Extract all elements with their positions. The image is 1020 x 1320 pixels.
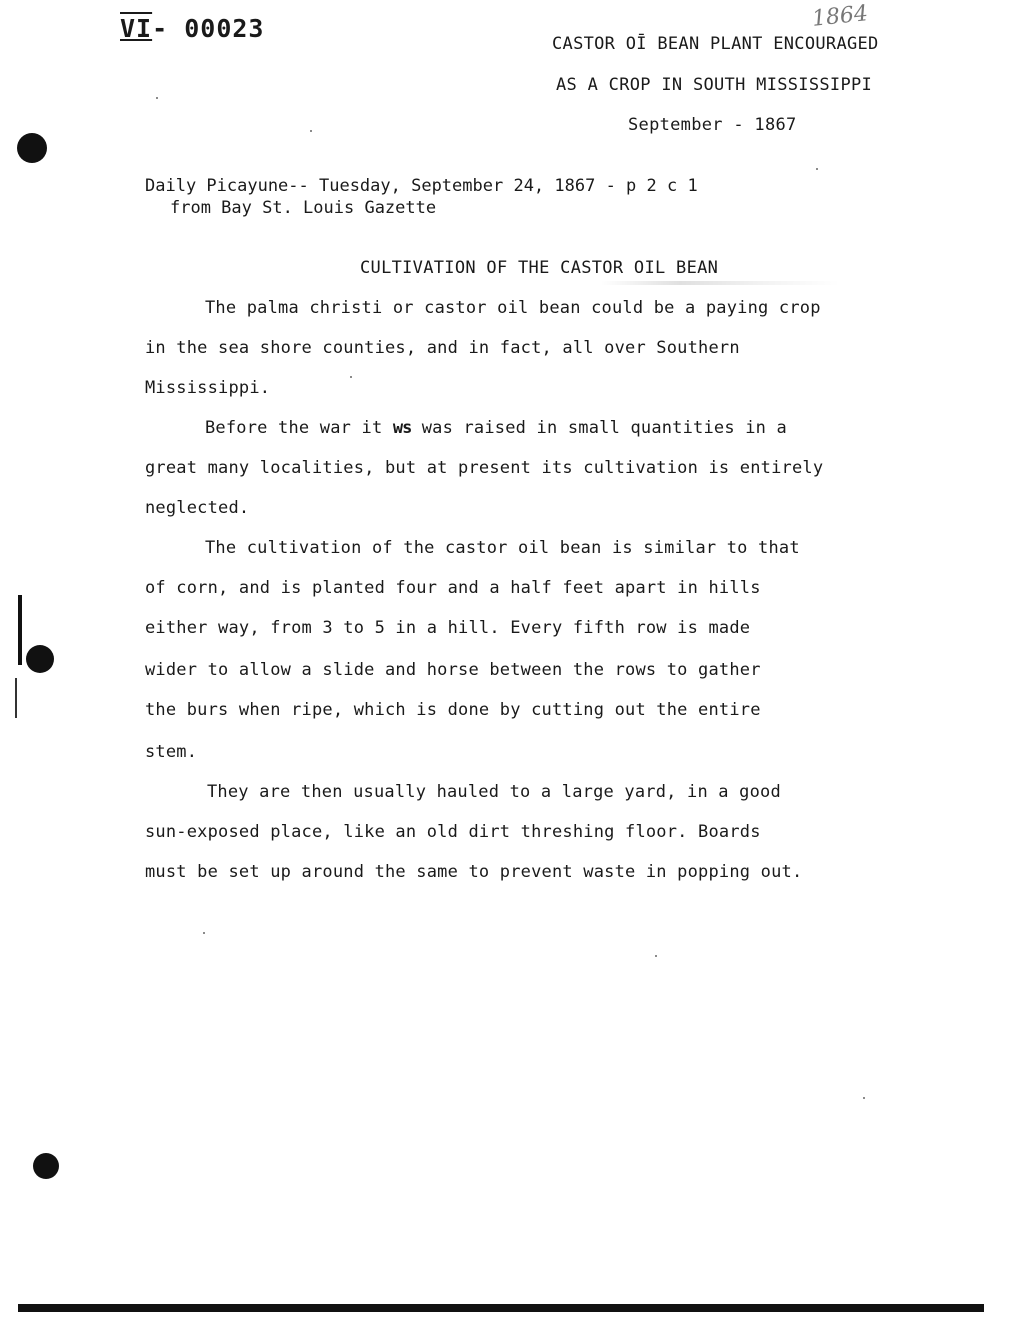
header-title-line2: AS A CROP IN SOUTH MISSISSIPPI (556, 75, 873, 95)
scan-speck (156, 97, 158, 99)
punch-hole-middle (26, 645, 54, 673)
margin-mark (18, 595, 22, 665)
body-line: the burs when ripe, which is done by cutting out the entire (145, 700, 761, 720)
body-line: Mississippi. (145, 378, 271, 398)
handwritten-note: 1864 (810, 1, 870, 32)
struck-out-text: ws (392, 418, 412, 438)
body-line: sun-exposed place, like an old dirt threshing floor. Boards (145, 822, 761, 842)
header-title-line1: CASTOR OĪ BEAN PLANT ENCOURAGED (552, 34, 879, 54)
body-line: either way, from 3 to 5 in a hill. Every fifth row is made (145, 618, 751, 638)
document-id-roman: VI (120, 14, 153, 43)
body-line: The palma christi or castor oil bean could be a paying crop (205, 298, 821, 318)
body-line: in the sea shore counties, and in fact, all over Southern (145, 338, 740, 358)
body-text: was raised in small quantities in a (411, 418, 787, 438)
body-line: must be set up around the same to prevent waste in popping out. (145, 862, 803, 882)
document-id (120, 14, 264, 43)
body-line: of corn, and is planted four and a half feet apart in hills (145, 578, 761, 598)
scan-speck (863, 1097, 865, 1099)
article-title: CULTIVATION OF THE CASTOR OIL BEAN (360, 258, 719, 278)
document-id-number: - 00023 (152, 14, 265, 43)
body-line: great many localities, but at present its cultivation is entirely (145, 458, 824, 478)
body-text: Before the war it (205, 418, 393, 438)
body-line (205, 418, 787, 438)
scan-speck (310, 130, 312, 132)
body-line: The cultivation of the castor oil bean is similar to that (205, 538, 800, 558)
punch-hole-bottom (33, 1153, 59, 1179)
scan-speck (816, 168, 818, 170)
body-line: neglected. (145, 498, 250, 518)
header-date: September - 1867 (628, 115, 797, 135)
scan-speck (350, 376, 352, 378)
scan-speck (655, 955, 657, 957)
title-smudge (600, 281, 840, 285)
body-line: wider to allow a slide and horse between the rows to gather (145, 660, 761, 680)
margin-mark (15, 678, 17, 718)
body-line: stem. (145, 742, 198, 762)
punch-hole-top (17, 133, 47, 163)
scan-speck (203, 932, 205, 934)
source-citation: Daily Picayune-- Tuesday, September 24, 1867 - p 2 c 1 (145, 176, 698, 196)
bottom-edge-rule (18, 1304, 984, 1312)
body-line: They are then usually hauled to a large yard, in a good (207, 782, 781, 802)
source-origin: from Bay St. Louis Gazette (170, 198, 437, 218)
